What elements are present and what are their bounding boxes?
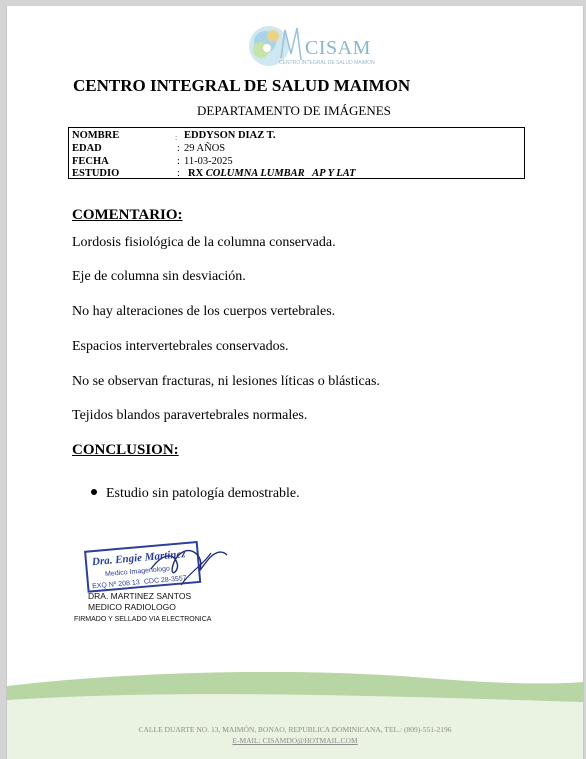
info-separator: :	[177, 143, 180, 154]
conclusion-item: Estudio sin patología demostrable.	[106, 486, 300, 501]
signed-note: FIRMADO Y SELLADO VIA ELECTRONICA	[74, 616, 212, 623]
comment-line: No se observan fracturas, ni lesiones líticas o blásticas.	[72, 374, 380, 389]
logo-text: CISAM	[305, 37, 371, 59]
footer-address: CALLE DUARTE NO. 13, MAIMÓN, BONAO, REPUBLICA DOMINICANA, TEL.: (809)-551-2196	[138, 725, 452, 734]
doctor-role: MEDICO RADIOLOGO	[88, 602, 176, 612]
stamp-title: Medico Imagenologo	[104, 565, 171, 579]
comment-line: Tejidos blandos paravertebrales normales.	[72, 408, 308, 423]
stamp-cdc: CDC 28-3557	[143, 575, 187, 586]
footer-wave	[7, 672, 583, 759]
document-page	[6, 6, 584, 759]
info-value-group	[188, 167, 356, 180]
doctor-name: DRA. MARTINEZ SANTOS	[88, 591, 192, 601]
info-value: EDDYSON DIAZ T.	[184, 130, 276, 141]
info-separator: :	[177, 156, 180, 167]
bullet-dot-icon	[91, 489, 97, 495]
info-separator: :	[175, 133, 178, 142]
study-name: COLUMNA LUMBAR AP Y LAT	[205, 168, 356, 179]
info-value: 29 AÑOS	[184, 143, 226, 154]
footer-email[interactable]: E-MAIL: CISAMDO@HOTMAIL.COM	[232, 736, 358, 745]
logo-subtitle: CENTRO INTEGRAL DE SALUD MAIMON	[279, 60, 375, 66]
cisam-logo	[243, 20, 375, 74]
conclusion-heading: CONCLUSION:	[72, 442, 179, 458]
page-title: CENTRO INTEGRAL DE SALUD MAIMON	[73, 76, 411, 95]
info-label: ESTUDIO	[72, 168, 120, 179]
info-label: EDAD	[72, 143, 102, 154]
info-label: NOMBRE	[72, 130, 120, 141]
patient-info-box	[68, 127, 525, 179]
info-value: 11-03-2025	[184, 156, 233, 167]
info-separator: :	[177, 168, 180, 179]
comment-line: No hay alteraciones de los cuerpos vertebrales.	[72, 304, 336, 319]
stamp-exq: EXQ Nº 208 13	[91, 579, 141, 591]
comment-line: Eje de columna sin desviación.	[72, 269, 246, 284]
study-prefix: RX	[188, 168, 204, 179]
comment-line: Espacios intervertebrales conservados.	[72, 339, 289, 354]
department-title: DEPARTAMENTO DE IMÁGENES	[197, 103, 391, 118]
stamp-name: Dra. Engie Martinez	[91, 548, 187, 569]
comentario-heading: COMENTARIO:	[72, 207, 183, 223]
info-label: FECHA	[72, 156, 109, 167]
comment-line: Lordosis fisiológica de la columna conservada.	[72, 235, 336, 250]
